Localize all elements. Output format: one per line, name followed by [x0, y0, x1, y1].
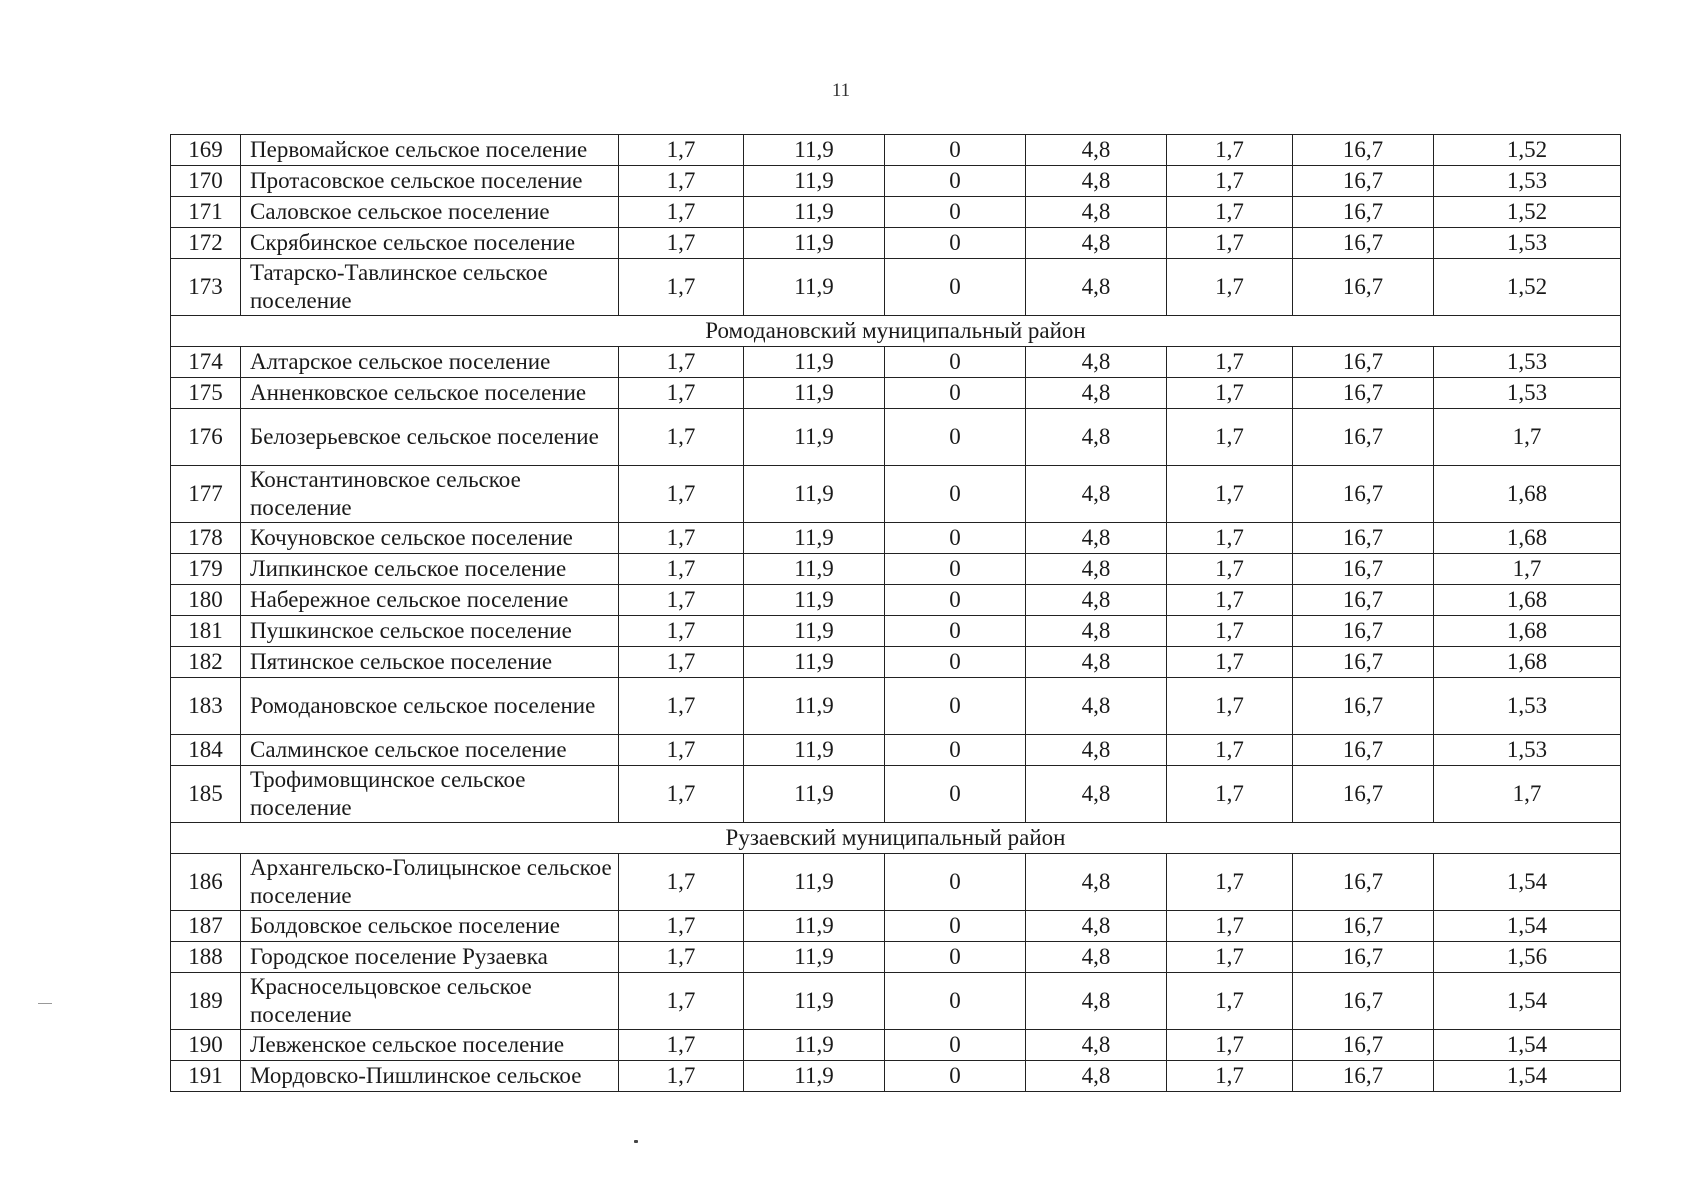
settlement-name: Скрябинское сельское поселение — [241, 228, 619, 259]
value-cell-2: 11,9 — [744, 135, 885, 166]
value-cell-3: 0 — [885, 523, 1026, 554]
value-cell-6: 16,7 — [1293, 523, 1434, 554]
table-row — [171, 911, 1621, 942]
value-cell-7: 1,7 — [1434, 554, 1621, 585]
row-number: 174 — [171, 347, 241, 378]
value-cell-7: 1,54 — [1434, 1061, 1621, 1092]
value-cell-1: 1,7 — [619, 1030, 744, 1061]
value-cell-6: 16,7 — [1293, 1061, 1434, 1092]
value-cell-1: 1,7 — [619, 1061, 744, 1092]
row-number: 185 — [171, 766, 241, 823]
value-cell-1: 1,7 — [619, 523, 744, 554]
value-cell-6: 16,7 — [1293, 197, 1434, 228]
value-cell-2: 11,9 — [744, 942, 885, 973]
table-row — [171, 973, 1621, 1030]
value-cell-6: 16,7 — [1293, 466, 1434, 523]
value-cell-5: 1,7 — [1167, 854, 1293, 911]
row-number: 181 — [171, 616, 241, 647]
value-cell-5: 1,7 — [1167, 973, 1293, 1030]
settlement-name: Алтарское сельское поселение — [241, 347, 619, 378]
value-cell-2: 11,9 — [744, 259, 885, 316]
value-cell-2: 11,9 — [744, 197, 885, 228]
value-cell-4: 4,8 — [1026, 647, 1167, 678]
value-cell-5: 1,7 — [1167, 347, 1293, 378]
settlement-name: Константиновское сельское поселение — [241, 466, 619, 523]
table-row — [171, 259, 1621, 316]
value-cell-6: 16,7 — [1293, 554, 1434, 585]
value-cell-4: 4,8 — [1026, 166, 1167, 197]
value-cell-3: 0 — [885, 554, 1026, 585]
value-cell-1: 1,7 — [619, 735, 744, 766]
scan-dot — [634, 1140, 638, 1143]
value-cell-7: 1,7 — [1434, 409, 1621, 466]
value-cell-5: 1,7 — [1167, 135, 1293, 166]
value-cell-4: 4,8 — [1026, 197, 1167, 228]
value-cell-5: 1,7 — [1167, 523, 1293, 554]
value-cell-7: 1,54 — [1434, 911, 1621, 942]
value-cell-5: 1,7 — [1167, 1030, 1293, 1061]
value-cell-7: 1,52 — [1434, 197, 1621, 228]
value-cell-6: 16,7 — [1293, 973, 1434, 1030]
value-cell-2: 11,9 — [744, 911, 885, 942]
value-cell-6: 16,7 — [1293, 1030, 1434, 1061]
value-cell-2: 11,9 — [744, 1030, 885, 1061]
settlement-name: Первомайское сельское поселение — [241, 135, 619, 166]
value-cell-5: 1,7 — [1167, 616, 1293, 647]
value-cell-1: 1,7 — [619, 585, 744, 616]
value-cell-5: 1,7 — [1167, 197, 1293, 228]
table-row — [171, 647, 1621, 678]
value-cell-5: 1,7 — [1167, 585, 1293, 616]
value-cell-4: 4,8 — [1026, 911, 1167, 942]
scan-edge-mark — [38, 1003, 52, 1004]
value-cell-5: 1,7 — [1167, 409, 1293, 466]
value-cell-7: 1,54 — [1434, 1030, 1621, 1061]
table-row — [171, 466, 1621, 523]
page-number: 11 — [831, 80, 851, 101]
settlement-name: Левженское сельское поселение — [241, 1030, 619, 1061]
settlement-name: Пушкинское сельское поселение — [241, 616, 619, 647]
row-number: 182 — [171, 647, 241, 678]
value-cell-1: 1,7 — [619, 647, 744, 678]
value-cell-4: 4,8 — [1026, 347, 1167, 378]
value-cell-7: 1,68 — [1434, 523, 1621, 554]
row-number: 187 — [171, 911, 241, 942]
value-cell-2: 11,9 — [744, 735, 885, 766]
value-cell-3: 0 — [885, 466, 1026, 523]
value-cell-4: 4,8 — [1026, 228, 1167, 259]
value-cell-5: 1,7 — [1167, 378, 1293, 409]
table-row — [171, 766, 1621, 823]
value-cell-5: 1,7 — [1167, 1061, 1293, 1092]
value-cell-7: 1,68 — [1434, 585, 1621, 616]
value-cell-1: 1,7 — [619, 259, 744, 316]
row-number: 177 — [171, 466, 241, 523]
value-cell-4: 4,8 — [1026, 523, 1167, 554]
value-cell-7: 1,53 — [1434, 678, 1621, 735]
value-cell-6: 16,7 — [1293, 766, 1434, 823]
value-cell-7: 1,68 — [1434, 616, 1621, 647]
value-cell-6: 16,7 — [1293, 854, 1434, 911]
value-cell-7: 1,53 — [1434, 735, 1621, 766]
value-cell-5: 1,7 — [1167, 166, 1293, 197]
value-cell-6: 16,7 — [1293, 942, 1434, 973]
table-row — [171, 942, 1621, 973]
value-cell-5: 1,7 — [1167, 466, 1293, 523]
value-cell-4: 4,8 — [1026, 973, 1167, 1030]
value-cell-3: 0 — [885, 1061, 1026, 1092]
value-cell-1: 1,7 — [619, 409, 744, 466]
row-number: 169 — [171, 135, 241, 166]
table-row — [171, 197, 1621, 228]
settlement-name: Белозерьевское сельское поселение — [241, 409, 619, 466]
row-number: 190 — [171, 1030, 241, 1061]
value-cell-4: 4,8 — [1026, 1030, 1167, 1061]
value-cell-3: 0 — [885, 854, 1026, 911]
table-row — [171, 135, 1621, 166]
row-number: 170 — [171, 166, 241, 197]
value-cell-7: 1,7 — [1434, 766, 1621, 823]
row-number: 176 — [171, 409, 241, 466]
value-cell-6: 16,7 — [1293, 678, 1434, 735]
value-cell-4: 4,8 — [1026, 678, 1167, 735]
settlement-name: Липкинское сельское поселение — [241, 554, 619, 585]
value-cell-2: 11,9 — [744, 678, 885, 735]
value-cell-2: 11,9 — [744, 585, 885, 616]
row-number: 179 — [171, 554, 241, 585]
value-cell-6: 16,7 — [1293, 409, 1434, 466]
row-number: 189 — [171, 973, 241, 1030]
value-cell-1: 1,7 — [619, 228, 744, 259]
value-cell-3: 0 — [885, 678, 1026, 735]
value-cell-4: 4,8 — [1026, 378, 1167, 409]
value-cell-7: 1,53 — [1434, 166, 1621, 197]
value-cell-7: 1,54 — [1434, 854, 1621, 911]
value-cell-2: 11,9 — [744, 378, 885, 409]
value-cell-1: 1,7 — [619, 973, 744, 1030]
table-row — [171, 735, 1621, 766]
value-cell-2: 11,9 — [744, 854, 885, 911]
settlement-name: Анненковское сельское поселение — [241, 378, 619, 409]
value-cell-5: 1,7 — [1167, 735, 1293, 766]
settlement-name: Пятинское сельское поселение — [241, 647, 619, 678]
value-cell-1: 1,7 — [619, 554, 744, 585]
value-cell-5: 1,7 — [1167, 678, 1293, 735]
value-cell-2: 11,9 — [744, 1061, 885, 1092]
value-cell-6: 16,7 — [1293, 135, 1434, 166]
value-cell-3: 0 — [885, 766, 1026, 823]
row-number: 184 — [171, 735, 241, 766]
value-cell-1: 1,7 — [619, 197, 744, 228]
row-number: 188 — [171, 942, 241, 973]
value-cell-1: 1,7 — [619, 166, 744, 197]
value-cell-3: 0 — [885, 647, 1026, 678]
value-cell-4: 4,8 — [1026, 135, 1167, 166]
value-cell-2: 11,9 — [744, 166, 885, 197]
settlement-name: Ромодановское сельское поселение — [241, 678, 619, 735]
value-cell-1: 1,7 — [619, 378, 744, 409]
value-cell-1: 1,7 — [619, 766, 744, 823]
value-cell-7: 1,56 — [1434, 942, 1621, 973]
value-cell-3: 0 — [885, 585, 1026, 616]
table-row — [171, 166, 1621, 197]
value-cell-7: 1,53 — [1434, 347, 1621, 378]
value-cell-4: 4,8 — [1026, 766, 1167, 823]
value-cell-4: 4,8 — [1026, 554, 1167, 585]
value-cell-6: 16,7 — [1293, 585, 1434, 616]
value-cell-3: 0 — [885, 973, 1026, 1030]
value-cell-7: 1,53 — [1434, 228, 1621, 259]
value-cell-6: 16,7 — [1293, 228, 1434, 259]
district-header-row — [171, 823, 1621, 854]
value-cell-1: 1,7 — [619, 854, 744, 911]
value-cell-2: 11,9 — [744, 466, 885, 523]
value-cell-2: 11,9 — [744, 409, 885, 466]
value-cell-6: 16,7 — [1293, 166, 1434, 197]
table-row — [171, 854, 1621, 911]
value-cell-4: 4,8 — [1026, 735, 1167, 766]
district-name: Ромодановский муниципальный район — [171, 316, 1621, 347]
value-cell-3: 0 — [885, 378, 1026, 409]
value-cell-7: 1,68 — [1434, 466, 1621, 523]
value-cell-3: 0 — [885, 735, 1026, 766]
value-cell-1: 1,7 — [619, 942, 744, 973]
table-row — [171, 616, 1621, 647]
table-row — [171, 378, 1621, 409]
value-cell-5: 1,7 — [1167, 228, 1293, 259]
value-cell-2: 11,9 — [744, 523, 885, 554]
settlement-name: Архангельско-Голицынское сельское поселение — [241, 854, 619, 911]
value-cell-4: 4,8 — [1026, 585, 1167, 616]
table-row — [171, 678, 1621, 735]
settlement-name: Мордовско-Пишлинское сельское — [241, 1061, 619, 1092]
district-name: Рузаевский муниципальный район — [171, 823, 1621, 854]
value-cell-3: 0 — [885, 616, 1026, 647]
row-number: 173 — [171, 259, 241, 316]
value-cell-5: 1,7 — [1167, 647, 1293, 678]
value-cell-1: 1,7 — [619, 135, 744, 166]
value-cell-1: 1,7 — [619, 911, 744, 942]
value-cell-6: 16,7 — [1293, 735, 1434, 766]
settlement-name: Болдовское сельское поселение — [241, 911, 619, 942]
value-cell-2: 11,9 — [744, 766, 885, 823]
value-cell-2: 11,9 — [744, 973, 885, 1030]
value-cell-4: 4,8 — [1026, 259, 1167, 316]
settlement-name: Трофимовщинское сельское поселение — [241, 766, 619, 823]
value-cell-5: 1,7 — [1167, 942, 1293, 973]
value-cell-6: 16,7 — [1293, 647, 1434, 678]
value-cell-5: 1,7 — [1167, 259, 1293, 316]
value-cell-3: 0 — [885, 259, 1026, 316]
table-row — [171, 1030, 1621, 1061]
settlement-name: Набережное сельское поселение — [241, 585, 619, 616]
value-cell-4: 4,8 — [1026, 942, 1167, 973]
settlement-name: Кочуновское сельское поселение — [241, 523, 619, 554]
value-cell-7: 1,52 — [1434, 259, 1621, 316]
table-body — [171, 135, 1621, 1092]
value-cell-3: 0 — [885, 166, 1026, 197]
value-cell-6: 16,7 — [1293, 378, 1434, 409]
value-cell-3: 0 — [885, 228, 1026, 259]
value-cell-1: 1,7 — [619, 678, 744, 735]
value-cell-3: 0 — [885, 911, 1026, 942]
value-cell-1: 1,7 — [619, 616, 744, 647]
value-cell-1: 1,7 — [619, 347, 744, 378]
value-cell-5: 1,7 — [1167, 766, 1293, 823]
value-cell-4: 4,8 — [1026, 1061, 1167, 1092]
table-row — [171, 409, 1621, 466]
row-number: 191 — [171, 1061, 241, 1092]
value-cell-7: 1,52 — [1434, 135, 1621, 166]
value-cell-7: 1,54 — [1434, 973, 1621, 1030]
table-row — [171, 585, 1621, 616]
value-cell-2: 11,9 — [744, 347, 885, 378]
table-row — [171, 1061, 1621, 1092]
value-cell-6: 16,7 — [1293, 616, 1434, 647]
value-cell-5: 1,7 — [1167, 911, 1293, 942]
value-cell-2: 11,9 — [744, 554, 885, 585]
district-header-row — [171, 316, 1621, 347]
value-cell-3: 0 — [885, 1030, 1026, 1061]
value-cell-6: 16,7 — [1293, 911, 1434, 942]
row-number: 183 — [171, 678, 241, 735]
value-cell-1: 1,7 — [619, 466, 744, 523]
value-cell-2: 11,9 — [744, 616, 885, 647]
table-row — [171, 523, 1621, 554]
value-cell-4: 4,8 — [1026, 409, 1167, 466]
value-cell-2: 11,9 — [744, 647, 885, 678]
value-cell-3: 0 — [885, 197, 1026, 228]
value-cell-7: 1,68 — [1434, 647, 1621, 678]
value-cell-3: 0 — [885, 409, 1026, 466]
settlement-name: Татарско-Тавлинское сельское поселение — [241, 259, 619, 316]
value-cell-7: 1,53 — [1434, 378, 1621, 409]
settlement-name: Красносельцовское сельское поселение — [241, 973, 619, 1030]
settlements-table — [170, 134, 1621, 1092]
row-number: 180 — [171, 585, 241, 616]
value-cell-6: 16,7 — [1293, 259, 1434, 316]
value-cell-4: 4,8 — [1026, 616, 1167, 647]
value-cell-3: 0 — [885, 135, 1026, 166]
value-cell-6: 16,7 — [1293, 347, 1434, 378]
value-cell-3: 0 — [885, 942, 1026, 973]
value-cell-3: 0 — [885, 347, 1026, 378]
row-number: 178 — [171, 523, 241, 554]
table-row — [171, 228, 1621, 259]
settlement-name: Протасовское сельское поселение — [241, 166, 619, 197]
table-row — [171, 347, 1621, 378]
settlement-name: Саловское сельское поселение — [241, 197, 619, 228]
table-row — [171, 554, 1621, 585]
settlement-name: Городское поселение Рузаевка — [241, 942, 619, 973]
value-cell-5: 1,7 — [1167, 554, 1293, 585]
settlement-name: Салминское сельское поселение — [241, 735, 619, 766]
value-cell-4: 4,8 — [1026, 854, 1167, 911]
row-number: 186 — [171, 854, 241, 911]
row-number: 175 — [171, 378, 241, 409]
row-number: 171 — [171, 197, 241, 228]
value-cell-4: 4,8 — [1026, 466, 1167, 523]
row-number: 172 — [171, 228, 241, 259]
value-cell-2: 11,9 — [744, 228, 885, 259]
